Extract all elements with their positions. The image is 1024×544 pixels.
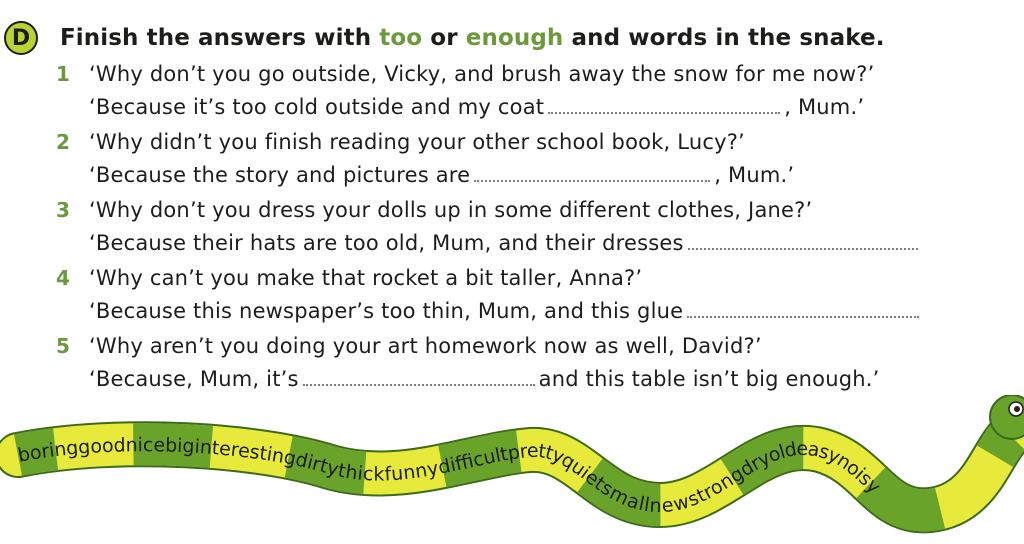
exercise-letter: D	[11, 25, 31, 51]
question-text: ‘Why didn’t you finish reading your other school book, Lucy?’	[89, 130, 745, 154]
answer-prefix: ‘Because, Mum, it’s	[89, 367, 299, 391]
answer-prefix: ‘Because this newspaper’s too thin, Mum, and this glue	[89, 299, 684, 323]
answer-blank[interactable]	[687, 300, 919, 318]
question-list	[0, 62, 1024, 402]
answer-line	[89, 95, 864, 119]
question-item	[0, 198, 1024, 266]
instruction-or: or	[430, 25, 458, 51]
exercise-header	[4, 20, 885, 56]
answer-suffix: and this table isn’t big enough.’	[538, 367, 880, 391]
question-number: 1	[56, 62, 70, 86]
snake-illustration	[0, 395, 1024, 540]
question-text: ‘Why aren’t you doing your art homework now as well, David?’	[89, 334, 762, 358]
answer-line	[89, 231, 922, 255]
answer-suffix: , Mum.’	[784, 95, 865, 119]
question-number: 2	[56, 130, 70, 154]
exercise-instruction	[60, 25, 885, 51]
word-snake	[0, 395, 1024, 540]
answer-prefix: ‘Because the story and pictures are	[89, 163, 471, 187]
question-text: ‘Why don’t you dress your dolls up in some different clothes, Jane?’	[89, 198, 813, 222]
question-item	[0, 334, 1024, 402]
question-item	[0, 62, 1024, 130]
answer-prefix: ‘Because it’s too cold outside and my coat	[89, 95, 545, 119]
question-text: ‘Why don’t you go outside, Vicky, and brush away the snow for me now?’	[89, 62, 875, 86]
keyword-enough: enough	[465, 25, 564, 51]
snake-words: boringgoodnicebiginterestingdirtythickfunnydifficultprettyquietsmallnewstrongdryoldeasynoisy	[16, 434, 885, 518]
question-number: 5	[56, 334, 70, 358]
question-text: ‘Why can’t you make that rocket a bit taller, Anna?’	[89, 266, 643, 290]
answer-blank[interactable]	[548, 96, 780, 114]
answer-prefix: ‘Because their hats are too old, Mum, and their dresses	[89, 231, 684, 255]
answer-line	[89, 163, 794, 187]
answer-line	[89, 367, 880, 391]
answer-blank[interactable]	[474, 164, 710, 182]
snake-head	[990, 395, 1024, 439]
keyword-too: too	[379, 25, 423, 51]
question-number: 4	[56, 266, 70, 290]
question-item	[0, 130, 1024, 198]
answer-blank[interactable]	[303, 368, 535, 386]
question-item	[0, 266, 1024, 334]
answer-blank[interactable]	[688, 232, 918, 250]
question-number: 3	[56, 198, 70, 222]
answer-suffix: , Mum.’	[714, 163, 795, 187]
exercise-letter-badge	[4, 21, 38, 55]
instruction-post: and words in the snake.	[571, 25, 885, 51]
instruction-pre: Finish the answers with	[60, 25, 372, 51]
answer-line	[89, 299, 923, 323]
